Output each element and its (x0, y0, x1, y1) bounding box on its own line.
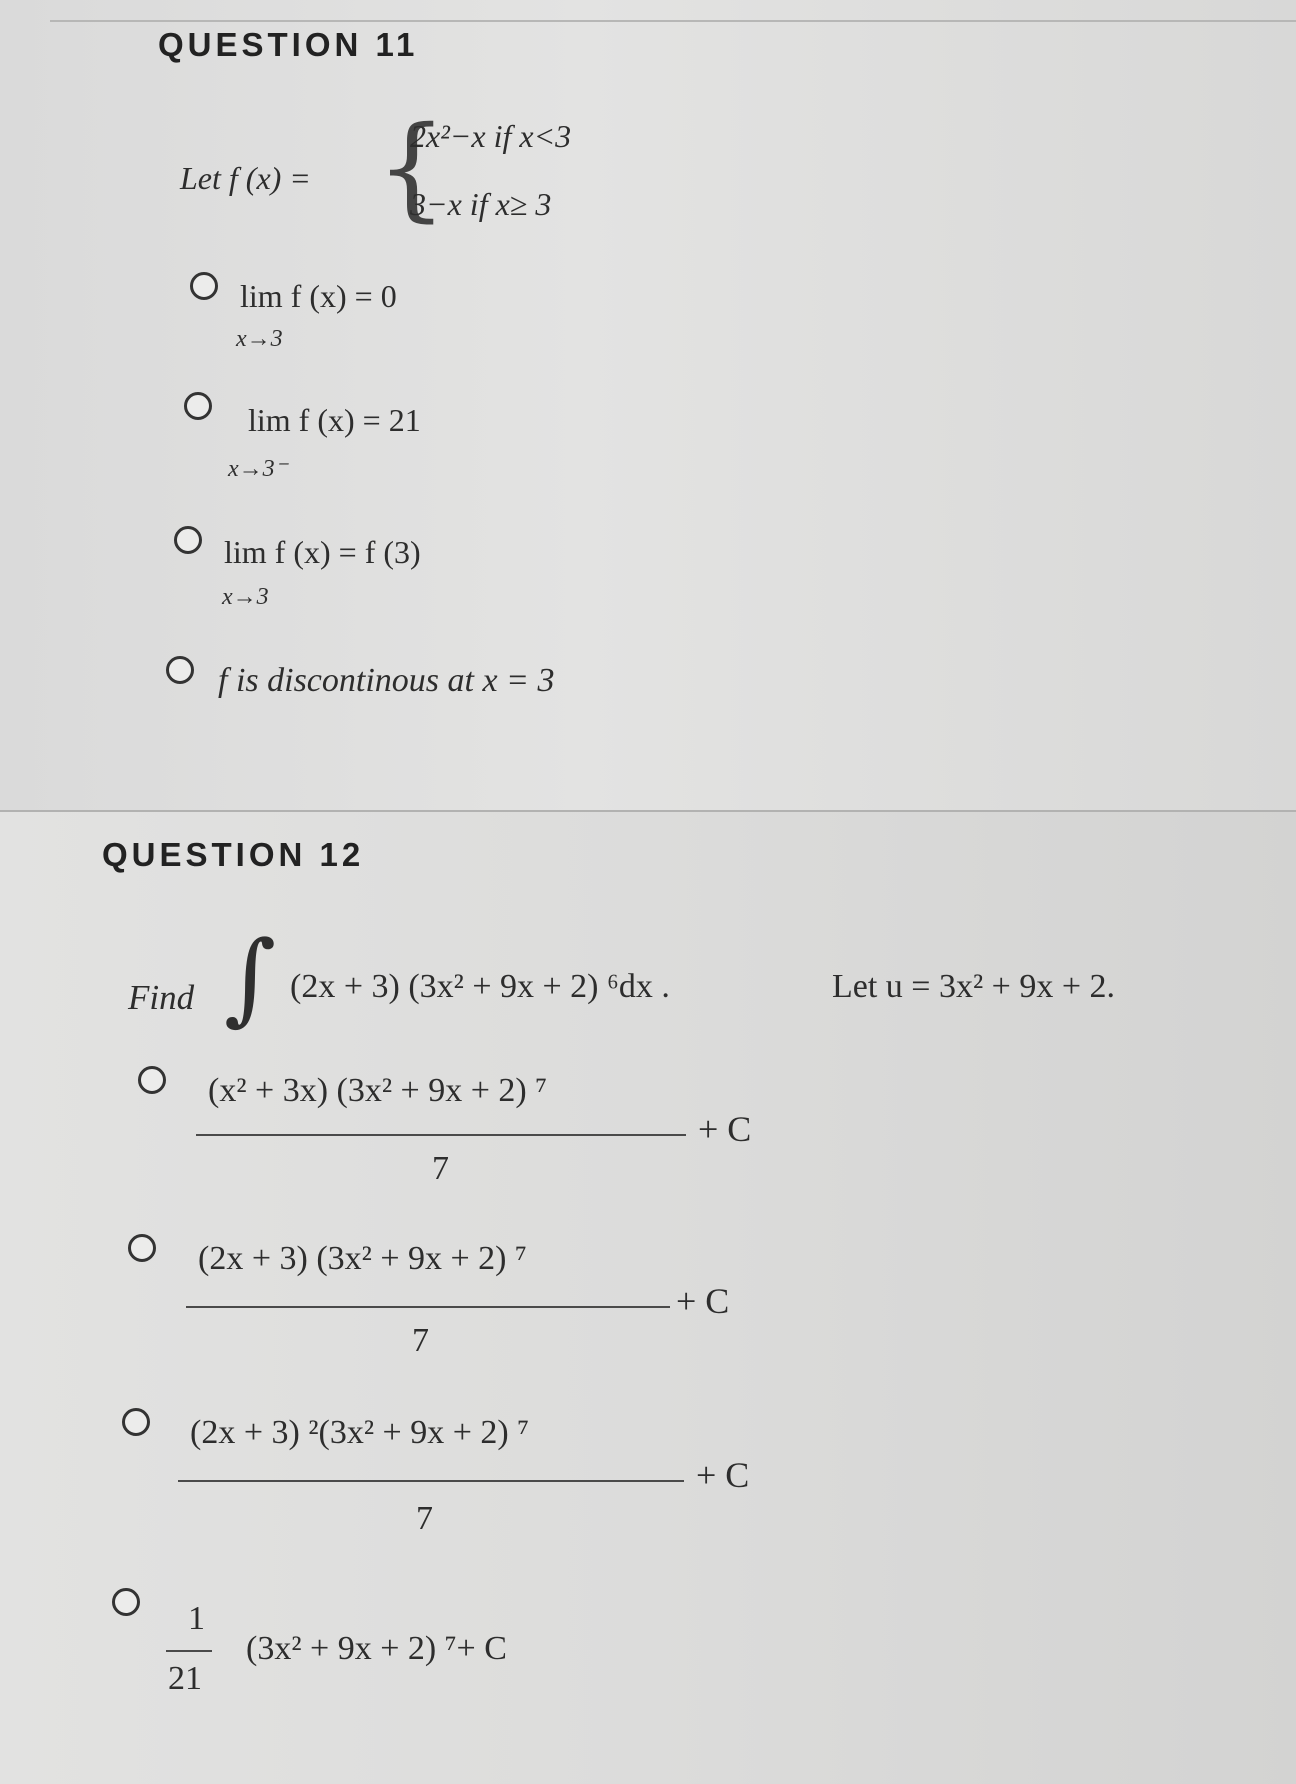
q11-option-2-label[interactable]: lim f (x) = 21 (248, 402, 421, 438)
q12-option-1-constant[interactable]: + C (698, 1109, 752, 1149)
q11-option-4-radio[interactable] (166, 656, 194, 684)
find-label: Find (128, 978, 195, 1017)
q12-option-1-numerator[interactable]: (x² + 3x) (3x² + 9x + 2) ⁷ (208, 1072, 548, 1109)
q11-option-1-radio[interactable] (190, 272, 218, 300)
q12-option-3-radio[interactable] (122, 1408, 150, 1436)
q12-option-4-radio[interactable] (112, 1588, 140, 1616)
q12-option-2-fraction-bar (186, 1306, 670, 1308)
q12-option-2-denominator[interactable]: 7 (412, 1322, 429, 1359)
piecewise-brace: { (376, 103, 448, 233)
q12-option-3-fraction-bar (178, 1480, 684, 1482)
question-11-panel (0, 0, 1296, 810)
q11-option-4-label[interactable]: f is discontinous at x = 3 (218, 662, 555, 699)
q12-option-4-fraction-bar (166, 1650, 212, 1652)
q12-option-2-radio[interactable] (128, 1234, 156, 1262)
piece-1: 2x²−x if x<3 (410, 118, 572, 154)
q11-option-1-limit-subscript: x→3 (236, 326, 283, 352)
substitution-hint: Let u = 3x² + 9x + 2. (832, 968, 1116, 1005)
q11-option-3-radio[interactable] (174, 526, 202, 554)
integrand: (2x + 3) (3x² + 9x + 2) ⁶dx . (290, 968, 670, 1005)
q11-option-1-label[interactable]: lim f (x) = 0 (240, 278, 397, 314)
q12-option-3-numerator[interactable]: (2x + 3) ²(3x² + 9x + 2) ⁷ (190, 1414, 530, 1451)
q12-option-2-numerator[interactable]: (2x + 3) (3x² + 9x + 2) ⁷ (198, 1240, 527, 1277)
question-12-title: QUESTION 12 (102, 836, 365, 873)
q11-option-2-radio[interactable] (184, 392, 212, 420)
q12-option-1-radio[interactable] (138, 1066, 166, 1094)
q12-option-2-constant[interactable]: + C (676, 1281, 730, 1321)
q12-option-4-numerator[interactable]: 1 (188, 1600, 205, 1637)
q12-option-3-constant[interactable]: + C (696, 1455, 750, 1495)
q11-option-3-label[interactable]: lim f (x) = f (3) (224, 534, 421, 570)
question-12-panel (0, 810, 1296, 1784)
piece-2: 3−x if x≥ 3 (410, 186, 552, 222)
q12-option-1-fraction-bar (196, 1134, 686, 1136)
integral-sign: ∫ (224, 919, 277, 1036)
q11-option-3-limit-subscript: x→3 (222, 584, 269, 610)
q12-option-4-expression[interactable]: (3x² + 9x + 2) ⁷+ C (246, 1630, 507, 1667)
top-divider (50, 20, 1296, 22)
function-definition-label: Let f (x) = (180, 160, 311, 196)
q12-option-4-denominator[interactable]: 21 (168, 1660, 202, 1697)
q11-option-2-limit-subscript: x→3⁻ (228, 456, 288, 482)
q12-option-3-denominator[interactable]: 7 (416, 1500, 433, 1537)
q12-option-1-denominator[interactable]: 7 (432, 1150, 449, 1187)
question-divider (0, 810, 1296, 812)
question-11-title: QUESTION 11 (158, 26, 419, 63)
